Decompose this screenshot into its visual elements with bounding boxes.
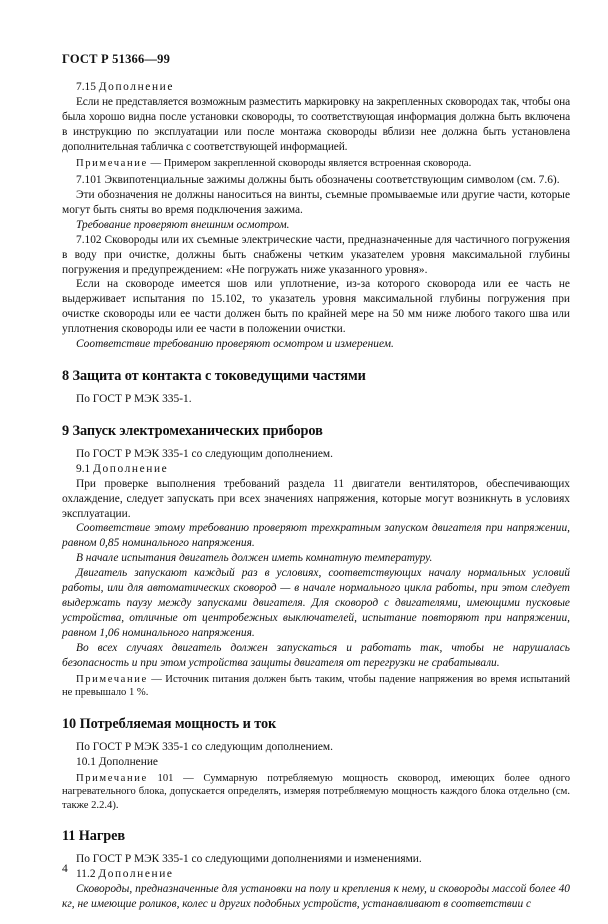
subsection-label: Дополнение bbox=[98, 868, 174, 881]
paragraph-9-1: При проверке выполнения требований раздела 11 двигатели вентиляторов, обеспечивающих охлаждение, следует запускать при всех значениях напряжения, которые могут возникнуть в условиях эксплуатации. bbox=[62, 477, 570, 520]
check-9-1: Соответствие этому требованию проверяют трехкратным запуском двигателя при напряжении, равном 0,85 номинального напряжения. bbox=[62, 522, 570, 550]
note-text: — Источник питания должен быть таким, чтобы падение напряжения во время испытаний не превышало 1 %. bbox=[62, 673, 570, 699]
section-11-text: По ГОСТ Р МЭК 335-1 со следующими дополнениями и изменениями. bbox=[76, 853, 422, 866]
paragraph-7-15: Если не представляется возможным разместить маркировку на закрепленных сковородах так, чтобы она была хорошо видна после установки сковороды, то соответствующая информация должна быть включена в инструкцию по эксплуатации или после монтажа сковороды вблизи нее должна быть установлена дополнительная табличка с соответствующей информацией. bbox=[62, 95, 570, 153]
paragraph-9-1-safety: Во всех случаях двигатель должен запускаться и работать так, чтобы не нарушалась безопасность и при этом устройства защиты двигателя от перегрузки не срабатывали. bbox=[62, 641, 570, 669]
paragraph-7-101: 7.101 Эквипотенциальные зажимы должны быть обозначены соответствующим символом (см. 7.6). bbox=[76, 174, 560, 187]
note-7-15 bbox=[62, 157, 570, 171]
note-9-1 bbox=[62, 673, 570, 700]
paragraph-9-1-start: Двигатель запускают каждый раз в условиях, соответствующих началу нормальных условий работы, или для автоматических сковород — в начале нормального цикла работы, при этом следует выдержать паузу между запусками двигателя. Для сковород с двигателями, имеющими пусковые устройства, отличные от центробежных выключателей, испытание повторяют при напряжении, равном 1,06 номинального напряжения. bbox=[62, 567, 570, 639]
section-8-text: По ГОСТ Р МЭК 335-1. bbox=[76, 393, 192, 405]
check-7-101: Требование проверяют внешним осмотром. bbox=[76, 218, 290, 231]
note-label: Примечание bbox=[76, 673, 148, 685]
paragraph-7-102-seam: Если на сковороде имеется шов или уплотнение, из-за которого сковорода или ее часть не выдерживает испытания по 15.102, то указатель уровня максимальной глубины погружения при очистке сковороды или ее части должен быть по крайней мере на 50 мм ниже любого такого шва или уплотнения сковороды или ее части в положении очистки. bbox=[62, 278, 570, 336]
paragraph-7-101-markings: Эти обозначения не должны наноситься на винты, съемные промываемые или другие части, которые могут быть сняты во время подключения зажима. bbox=[62, 189, 570, 216]
section-9-title: 9 Запуск электромеханических приборов bbox=[62, 422, 323, 439]
subsection-label: Дополнение bbox=[93, 462, 169, 475]
note-text: — Примером закрепленной сковороды является встроенная сковорода. bbox=[150, 157, 472, 169]
note-text: 101 — Суммарную потребляемую мощность сковород, имеющих более одного нагревательного блока, допускается определять, измеряя потребляемую мощность каждого блока отдельно (см. также 2.2.4). bbox=[62, 772, 571, 811]
subsection-11-2-heading bbox=[62, 867, 570, 882]
subsection-number: 11.2 bbox=[76, 868, 96, 881]
paragraph-7-102: 7.102 Сковороды или их съемные электрические части, предназначенные для частичного погружения в воду при очистке, должны быть снабжены четким указателем уровня максимальной глубины погружения и предупреждением: «Не погружать ниже указанного уровня». bbox=[62, 233, 570, 276]
document-body bbox=[62, 80, 570, 912]
section-9-text: По ГОСТ Р МЭК 335-1 со следующим дополнением. bbox=[76, 447, 333, 460]
check-7-102: Соответствие требованию проверяют осмотром и измерением. bbox=[76, 338, 394, 351]
subsection-number: 7.15 bbox=[76, 81, 96, 93]
document-code-header: ГОСТ Р 51366—99 bbox=[62, 52, 171, 66]
subsection-number: 9.1 bbox=[76, 462, 91, 475]
section-10-title: 10 Потребляемая мощность и ток bbox=[62, 715, 277, 732]
section-8-title: 8 Защита от контакта с токоведущими частями bbox=[62, 368, 366, 384]
subsection-9-1-heading bbox=[62, 462, 570, 477]
section-10-text: По ГОСТ Р МЭК 335-1 со следующим дополнением. bbox=[76, 740, 333, 753]
note-10-1 bbox=[62, 772, 570, 813]
subsection-10-1-heading: 10.1 Дополнение bbox=[76, 755, 158, 768]
section-11-title: 11 Нагрев bbox=[62, 828, 125, 845]
subsection-label: Дополнение bbox=[98, 81, 174, 93]
paragraph-9-1-temperature: В начале испытания двигатель должен иметь комнатную температуру. bbox=[76, 552, 433, 565]
paragraph-11-2: Сковороды, предназначенные для установки на полу и крепления к нему, и сковороды массой более 40 кг, не имеющие роликов, колес и других подобных устройств, устанавливают в соответствии с bbox=[62, 883, 570, 910]
subsection-7-15-heading bbox=[62, 80, 570, 95]
note-label: Примечание bbox=[76, 772, 148, 784]
note-label: Примечание bbox=[76, 157, 148, 169]
page-number: 4 bbox=[62, 863, 68, 875]
